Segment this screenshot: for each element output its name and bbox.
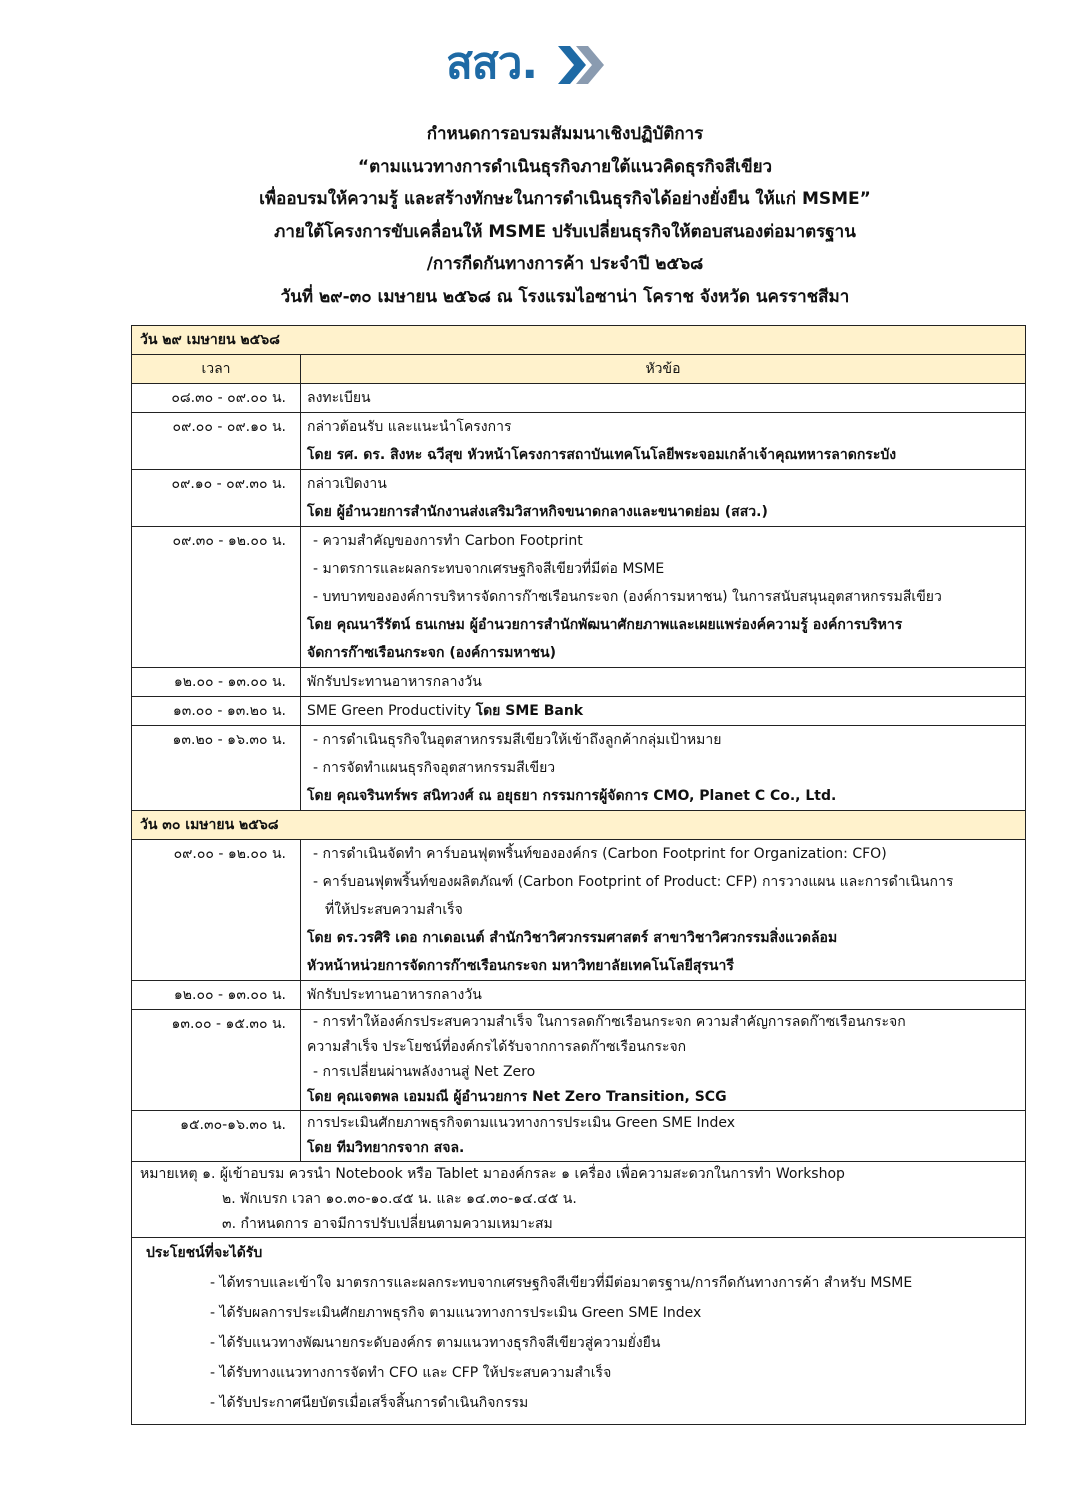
table-row [132,697,1026,726]
topic-cell [301,840,1026,981]
speaker-line: โดย ทีมวิทยากรจาก สจล. [307,1140,465,1156]
speaker-line: จัดการก๊าซเรือนกระจก (องค์การมหาชน) [307,645,556,661]
speaker-line: โดย รศ. ดร. สิงหะ ฉวีสุข หัวหน้าโครงการสถาบันเทคโนโลยีพระจอมเกล้าเจ้าคุณทหารลาดกระบัง [307,447,897,463]
col-topic-header: หัวข้อ [301,355,1026,384]
topic-line: กล่าวต้อนรับ และแนะนำโครงการ [307,419,512,435]
title-line: กำหนดการอบรมสัมมนาเชิงปฏิบัติการ [426,124,704,144]
topic-line: การประเมินศักยภาพธุรกิจตามแนวทางการประเมิน Green SME Index [307,1115,736,1131]
time-cell: ๑๓.๒๐ - ๑๖.๓๐ น. [132,726,301,811]
topic-line: - การจัดทำแผนธุรกิจอุตสาหกรรมสีเขียว [313,760,556,776]
day-header-row [132,326,1026,355]
topic-cell [301,697,1026,726]
benefits-cell [132,1238,1026,1425]
speaker-line: หัวหน้าหน่วยการจัดการก๊าซเรือนกระจก มหาวิทยาลัยเทคโนโลยีสุรนารี [307,958,734,974]
topic-cell [301,726,1026,811]
time-cell: ๑๒.๐๐ - ๑๓.๐๐ น. [132,668,301,697]
document-title [130,118,1000,313]
speaker-line: โดย SME Bank [475,703,584,719]
topic-line: - ความสำคัญของการทำ Carbon Footprint [313,533,583,549]
topic-line: กล่าวเปิดงาน [307,476,387,492]
topic-line: - การดำเนินจัดทำ คาร์บอนฟุตพริ้นท์ขององค์กร (Carbon Footprint for Organization: CFO) [313,846,887,862]
table-row [132,981,1026,1010]
chevron-arrows-icon [554,40,608,90]
topic-line: - บทบาทขององค์การบริหารจัดการก๊าซเรือนกระจก (องค์การมหาชน) ในการสนับสนุนอุตสาหกรรมสีเขียว [313,589,942,605]
title-line: ภายใต้โครงการขับเคลื่อนให้ MSME ปรับเปลี่ยนธุรกิจให้ตอบสนองต่อมาตรฐาน [274,221,856,242]
topic-line: - คาร์บอนฟุตพริ้นท์ของผลิตภัณฑ์ (Carbon Footprint of Product: CFP) การวางแผน และการดำเนินการ [313,874,954,890]
time-cell: ๐๙.๐๐ - ๑๒.๐๐ น. [132,840,301,981]
speaker-line: โดย คุณจรินทร์พร สนิทวงศ์ ณ อยุธยา กรรมการผู้จัดการ CMO, Planet C Co., Ltd. [307,788,837,804]
table-row [132,840,1026,981]
title-line: /การกีดกันทางการค้า ประจำปี ๒๕๖๘ [426,254,704,274]
topic-cell [301,1111,1026,1162]
benefits-title: ประโยชน์ที่จะได้รับ [146,1245,263,1261]
table-row [132,470,1026,527]
time-cell: ๑๕.๓๐-๑๖.๓๐ น. [132,1111,301,1162]
topic-cell [301,413,1026,470]
note-line: ๓. กำหนดการ อาจมีการปรับเปลี่ยนตามความเหมาะสม [222,1216,553,1232]
benefit-item: - ได้รับประกาศนียบัตรเมื่อเสร็จสิ้นการดำเนินกิจกรรม [210,1395,529,1411]
title-line: เพื่ออบรมให้ความรู้ และสร้างทักษะในการดำเนินธุรกิจได้อย่างยั่งยืน ให้แก่ MSME” [259,189,871,209]
topic-cell [301,470,1026,527]
time-cell: ๐๙.๐๐ - ๐๙.๑๐ น. [132,413,301,470]
time-cell: ๑๓.๐๐ - ๑๓.๒๐ น. [132,697,301,726]
title-line: วันที่ ๒๙-๓๐ เมษายน ๒๕๖๘ ณ โรงแรมไอซาน่า โคราช จังหวัด นครราชสีมา [280,286,850,307]
table-row [132,1111,1026,1162]
benefit-item: - ได้ทราบและเข้าใจ มาตรการและผลกระทบจากเศรษฐกิจสีเขียวที่มีต่อมาตรฐาน/การกีดกันทางการค้า สำหรับ MSME [210,1275,913,1291]
time-cell: ๐๘.๓๐ - ๐๙.๐๐ น. [132,384,301,413]
col-time-header: เวลา [132,355,301,384]
topic-line: พักรับประทานอาหารกลางวัน [307,674,482,690]
title-line: “ตามแนวทางการดำเนินธุรกิจภายใต้แนวคิดธุรกิจสีเขียว [357,156,773,177]
table-row [132,668,1026,697]
topic-line: - การดำเนินธุรกิจในอุตสาหกรรมสีเขียวให้เข้าถึงลูกค้ากลุ่มเป้าหมาย [313,732,722,748]
day1-label: วัน ๒๙ เมษายน ๒๕๖๘ [132,326,1026,355]
table-row [132,413,1026,470]
day2-label: วัน ๓๐ เมษายน ๒๕๖๘ [132,811,1026,840]
topic-line: พักรับประทานอาหารกลางวัน [307,987,482,1003]
time-cell: ๑๒.๐๐ - ๑๓.๐๐ น. [132,981,301,1010]
topic-line: ลงทะเบียน [307,390,371,406]
day-header-row [132,811,1026,840]
note-line: หมายเหตุ ๑. ผู้เข้าอบรม ควรนำ Notebook หรือ Tablet มาองค์กรละ ๑ เครื่อง เพื่อความสะดวกในการทำ Workshop [140,1166,845,1182]
topic-line: ที่ให้ประสบความสำเร็จ [325,902,463,918]
benefits-row [132,1238,1026,1425]
time-cell: ๐๙.๓๐ - ๑๒.๐๐ น. [132,527,301,668]
speaker-line: โดย คุณเจตพล เอมมณี ผู้อำนวยการ Net Zero Transition, SCG [307,1089,727,1105]
table-row [132,527,1026,668]
topic-cell [301,981,1026,1010]
table-row [132,726,1026,811]
benefit-item: - ได้รับผลการประเมินศักยภาพธุรกิจ ตามแนวทางการประเมิน Green SME Index [210,1305,702,1321]
column-header-row [132,355,1026,384]
speaker-line: โดย ผู้อำนวยการสำนักงานส่งเสริมวิสาหกิจขนาดกลางและขนาดย่อม (สสว.) [307,504,768,520]
time-cell: ๐๙.๑๐ - ๐๙.๓๐ น. [132,470,301,527]
logo-text: สสว. [446,38,538,89]
osmep-logo [446,38,616,94]
speaker-line: โดย คุณนารีรัตน์ ธนเกษม ผู้อำนวยการสำนักพัฒนาศักยภาพและเผยแพร่องค์ความรู้ องค์การบริหาร [307,617,903,633]
notes-row [132,1162,1026,1238]
topic-line: ความสำเร็จ ประโยชน์ที่องค์กรได้รับจากการลดก๊าซเรือนกระจก [307,1039,687,1055]
topic-cell [301,527,1026,668]
notes-cell [132,1162,1026,1238]
topic-line: - มาตรการและผลกระทบจากเศรษฐกิจสีเขียวที่มีต่อ MSME [313,561,665,577]
topic-line: - การทำให้องค์กรประสบความสำเร็จ ในการลดก๊าซเรือนกระจก ความสำคัญการลดก๊าซเรือนกระจก [313,1014,906,1030]
schedule-table [131,325,1026,1425]
note-line: ๒. พักเบรก เวลา ๑๐.๓๐-๑๐.๔๕ น. และ ๑๔.๓๐-๑๔.๔๕ น. [222,1191,577,1207]
topic-cell [301,668,1026,697]
topic-line: - การเปลี่ยนผ่านพลังงานสู่ Net Zero [313,1064,536,1080]
table-row [132,384,1026,413]
speaker-line: โดย ดร.วรศิริ เดอ กาเดอเนต์ สำนักวิชาวิศวกรรมศาสตร์ สาขาวิชาวิศวกรรมสิ่งแวดล้อม [307,930,838,946]
benefit-item: - ได้รับทางแนวทางการจัดทำ CFO และ CFP ให้ประสบความสำเร็จ [210,1365,612,1381]
time-cell: ๑๓.๐๐ - ๑๕.๓๐ น. [132,1010,301,1111]
benefit-item: - ได้รับแนวทางพัฒนายกระดับองค์กร ตามแนวทางธุรกิจสีเขียวสู่ความยั่งยืน [210,1335,661,1351]
topic-cell [301,1010,1026,1111]
topic-line: SME Green Productivity [307,703,476,719]
topic-cell [301,384,1026,413]
table-row [132,1010,1026,1111]
